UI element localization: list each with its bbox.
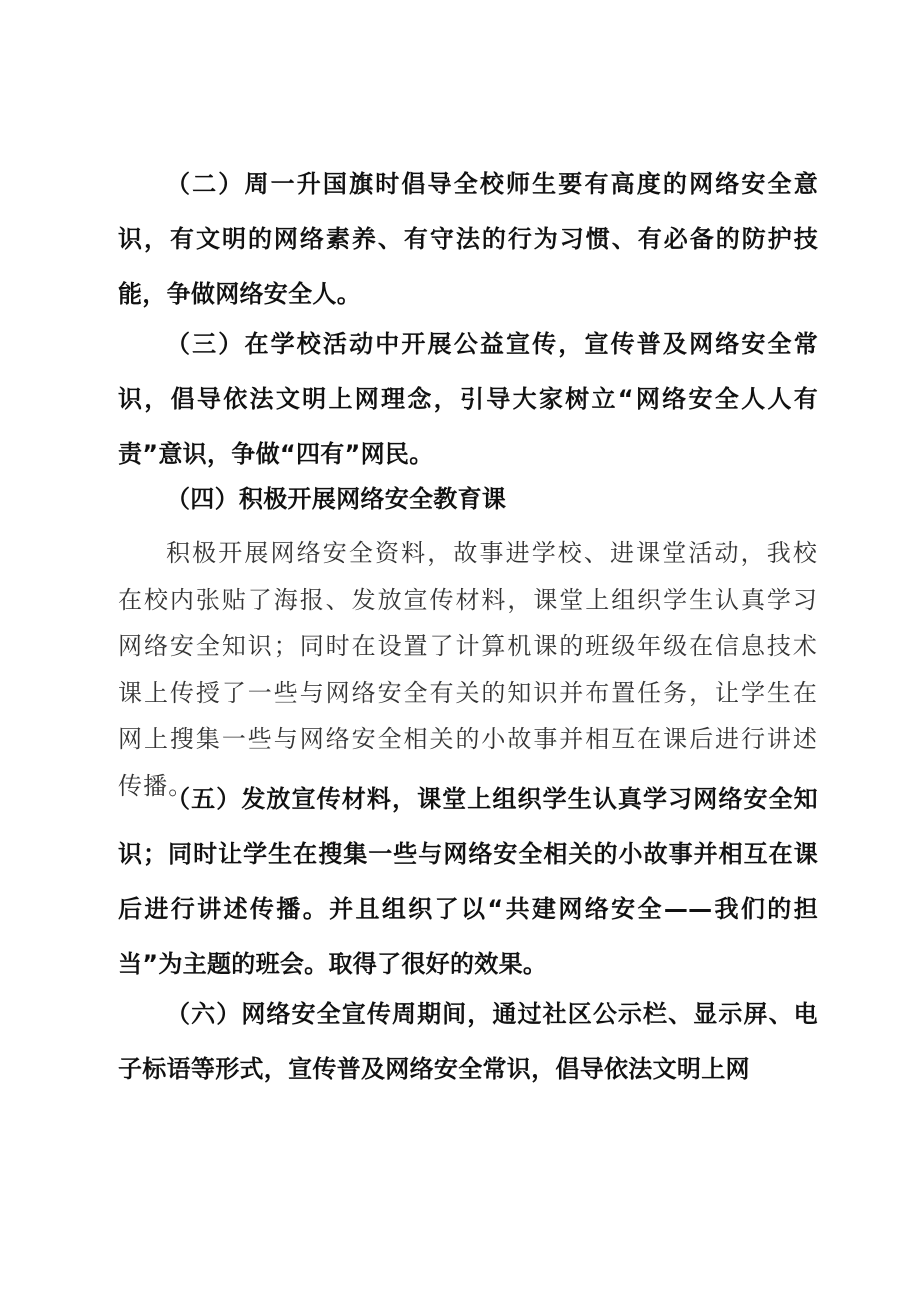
paragraph-section-4-body: 积极开展网络安全资料，故事进学校、进课堂活动，我校在校内张贴了海报、发放宣传材料，课堂上组织学生认真学习网络安全知识；同时在设置了计算机课的班级年级在信息技术课上传授了一些与网络安全有关的知识并布置任务，让学生在网上搜集一些与网络安全相关的小故事并相互在课后进行讲述传播。 <box>118 539 818 800</box>
paragraph-section-4-heading: （四）积极开展网络安全教育课 <box>166 485 507 513</box>
paragraph-section-6: （六）网络安全宣传周期间，通过社区公示栏、显示屏、电子标语等形式，宣传普及网络安全常识，倡导依法文明上网 <box>118 1000 818 1083</box>
paragraph-section-5: （五）发放宣传材料，课堂上组织学生认真学习网络安全知识；同时让学生在搜集一些与网络安全相关的小故事并相互在课后进行讲述传播。并且组织了以“共建网络安全——我们的担当”为主题的班会。取得了很好的效果。 <box>118 785 818 978</box>
paragraph-section-3: （三）在学校活动中开展公益宣传，宣传普及网络安全常识，倡导依法文明上网理念，引导大家树立“网络安全人人有责”意识，争做“四有”网民。 <box>118 330 818 468</box>
paragraph-section-2: （二）周一升国旗时倡导全校师生要有高度的网络安全意识，有文明的网络素养、有守法的行为习惯、有必备的防护技能，争做网络安全人。 <box>118 170 818 308</box>
